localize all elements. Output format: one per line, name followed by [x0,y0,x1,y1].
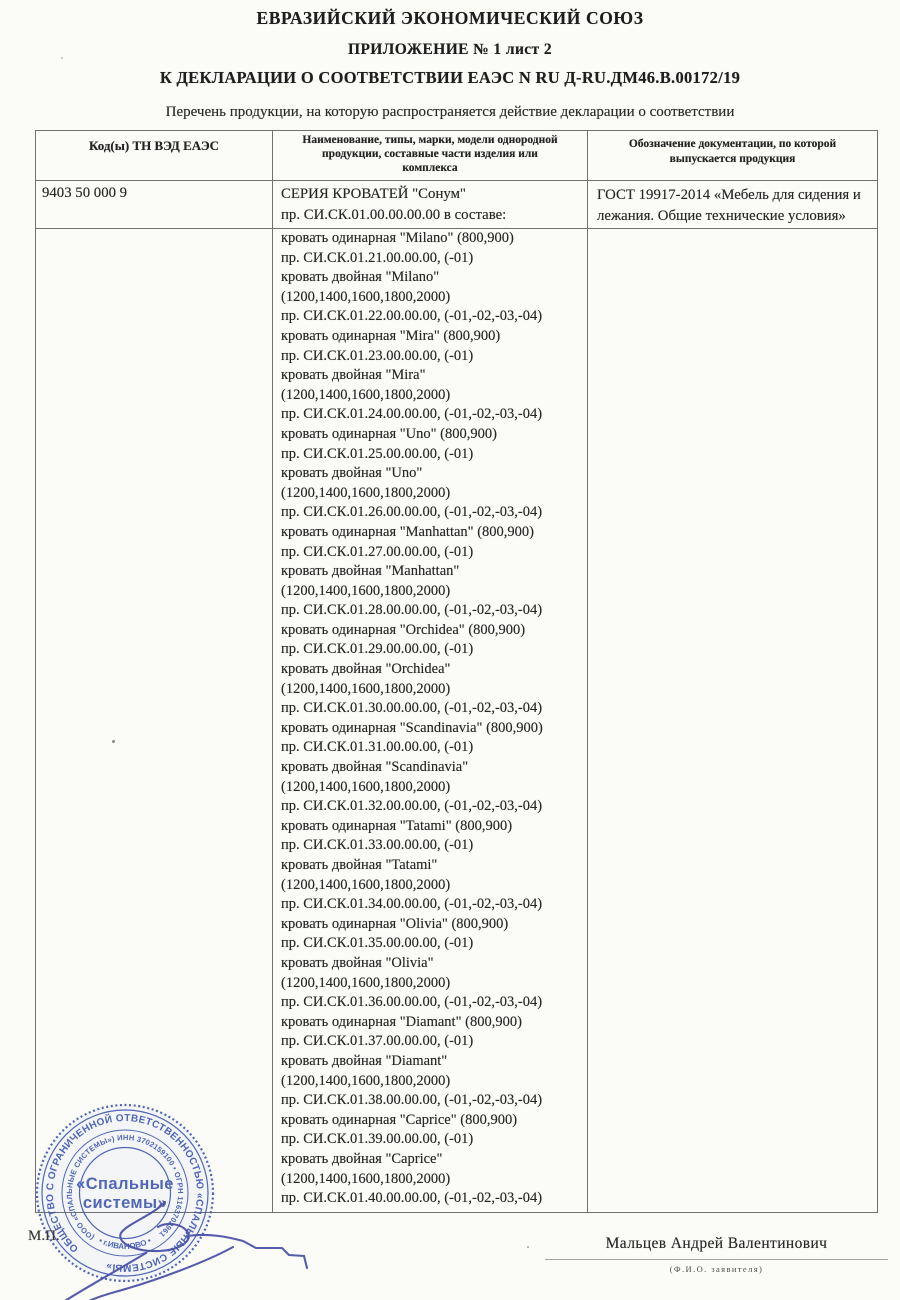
company-round-stamp [30,1098,220,1288]
column-header-code [36,138,272,154]
list-item: пр. СИ.СК.01.21.00.00.00, (-01) [281,249,474,266]
list-item: пр. СИ.СК.01.34.00.00.00, (-01,-02,-03,-04) [281,896,543,913]
stamp-city-text: • г.ИВАНОВО • [97,1235,153,1252]
list-item: продукции, составные части изделия или [322,147,538,160]
stamp-center-line1: «Спальные [76,1175,174,1193]
list-item: пр. СИ.СК.01.35.00.00.00, (-01) [281,935,474,952]
signature-rule-line [545,1259,888,1260]
list-item: (1200,1400,1600,1800,2000) [281,1170,451,1187]
list-item: кровать двойная "Manhattan" [281,563,460,580]
scan-speck [61,57,63,59]
list-item: (1200,1400,1600,1800,2000) [281,680,451,697]
list-item: кровать двойная "Caprice" [281,1150,443,1167]
list-item: кровать двойная "Scandinavia" [281,759,469,776]
stamp-center-line2: системы» [82,1194,168,1212]
column-header-product [273,134,587,175]
list-item: (1200,1400,1600,1800,2000) [281,582,451,599]
list-item: (1200,1400,1600,1800,2000) [281,386,451,403]
list-item: кровать двойная "Orchidea" [281,661,451,678]
list-item: кровать одинарная "Uno" (800,900) [281,425,497,442]
list-item: кровать двойная "Uno" [281,465,423,482]
list-item: (1200,1400,1600,1800,2000) [281,778,451,795]
list-item: кровать одинарная "Mira" (800,900) [281,327,501,344]
stamp-place-label: М.П. [28,1228,60,1244]
list-item: кровать одинарная "Manhattan" (800,900) [281,523,534,540]
list-item: кровать одинарная "Orchidea" (800,900) [281,621,526,638]
list-item: (1200,1400,1600,1800,2000) [281,974,451,991]
list-item: кровать одинарная "Caprice" (800,900) [281,1111,518,1128]
table-column-divider-2 [587,130,588,1212]
list-item: пр. СИ.СК.01.24.00.00.00, (-01,-02,-03,-04) [281,406,543,423]
list-item: ГОСТ 19917-2014 «Мебель для сидения и [597,187,861,203]
list-item: кровать двойная "Olivia" [281,954,434,971]
bed-models-list [281,229,543,1209]
declaration-number-title: К ДЕКЛАРАЦИИ О СООТВЕТСТВИИ ЕАЭС N RU Д-RU.ДМ46.В.00172/19 [159,68,741,87]
list-item: пр. СИ.СК.01.40.00.00.00, (-01,-02,-03,-04) [281,1190,543,1207]
list-item: Наименование, типы, марки, модели однородной [302,134,558,146]
scan-speck [527,1246,529,1248]
list-item: выпускается продукция [669,153,796,165]
list-item: кровать двойная "Diamant" [281,1052,448,1069]
list-item: кровать одинарная "Scandinavia" (800,900) [281,719,543,736]
list-item: пр. СИ.СК.01.32.00.00.00, (-01,-02,-03,-04) [281,798,543,815]
list-item: пр. СИ.СК.01.27.00.00.00, (-01) [281,543,474,560]
list-item: лежания. Общие технические условия» [597,207,846,224]
list-item: пр. СИ.СК.01.25.00.00.00, (-01) [281,445,474,462]
product-list-caption: Перечень продукции, на которую распространяется действие декларации о соответствии [165,104,735,120]
list-item: кровать двойная "Tatami" [281,857,438,873]
list-item: кровать одинарная "Diamant" (800,900) [281,1013,522,1030]
list-item: кровать одинарная "Olivia" (800,900) [281,915,509,932]
series-name-cell [281,184,506,226]
list-item: Обозначение документации, по которой [628,138,837,150]
scan-speck [112,740,115,743]
list-item: (1200,1400,1600,1800,2000) [281,1072,451,1089]
list-item: пр. СИ.СК.01.36.00.00.00, (-01,-02,-03,-04) [281,994,543,1011]
column-header-documentation [588,137,877,167]
appendix-title: ПРИЛОЖЕНИЕ № 1 лист 2 [347,41,552,58]
list-item: пр. СИ.СК.01.28.00.00.00, (-01,-02,-03,-04) [281,602,543,619]
tnved-code-cell: 9403 50 000 9 [42,185,128,201]
list-item: пр. СИ.СК.01.30.00.00.00, (-01,-02,-03,-04) [281,700,543,717]
list-item: пр. СИ.СК.01.37.00.00.00, (-01) [281,1033,474,1050]
stamp-outer-dotted-ring [37,1105,213,1281]
list-item: пр. СИ.СК.01.00.00.00.00 в составе: [281,206,507,223]
union-title: ЕВРАЗИЙСКИЙ ЭКОНОМИЧЕСКИЙ СОЮЗ [256,8,644,28]
list-item: пр. СИ.СК.01.33.00.00.00, (-01) [281,837,474,854]
list-item: кровать двойная "Milano" [281,269,440,286]
list-item: пр. СИ.СК.01.26.00.00.00, (-01,-02,-03,-04) [281,504,543,521]
stamp-outer-ring-text: ОБЩЕСТВО С ОГРАНИЧЕННОЙ ОТВЕТСТВЕННОСТЬЮ «СПАЛЬНЫЕ СИСТЕМЫ» [44,1112,206,1274]
stamp-inner-ring-text: (ООО «СПАЛЬНЫЕ СИСТЕМЫ») ИНН 3702159100 • ОГРН 1163702961 [64,1132,186,1243]
list-item: пр. СИ.СК.01.39.00.00.00, (-01) [281,1131,474,1148]
list-item: комплекса [402,161,458,174]
table-header-divider [35,180,877,181]
list-item: кровать одинарная "Milano" (800,900) [281,230,514,246]
applicant-caption: (Ф.И.О. заявителя) [669,1264,764,1274]
list-item: Код(ы) ТН ВЭД ЕАЭС [88,138,220,153]
list-item: пр. СИ.СК.01.31.00.00.00, (-01) [281,739,474,756]
table-column-divider-1 [272,130,273,1212]
list-item: (1200,1400,1600,1800,2000) [281,484,451,501]
list-item: пр. СИ.СК.01.22.00.00.00, (-01,-02,-03,-04) [281,308,543,325]
list-item: пр. СИ.СК.01.38.00.00.00, (-01,-02,-03,-04) [281,1092,543,1109]
list-item: кровать двойная "Mira" [281,367,426,384]
list-item: СЕРИЯ КРОВАТЕЙ "Сонум" [281,186,466,202]
list-item: (1200,1400,1600,1800,2000) [281,288,451,305]
gost-document-cell [597,185,861,226]
list-item: кровать одинарная "Tatami" (800,900) [281,817,513,834]
list-item: пр. СИ.СК.01.23.00.00.00, (-01) [281,347,474,364]
list-item: (1200,1400,1600,1800,2000) [281,876,451,893]
list-item: пр. СИ.СК.01.29.00.00.00, (-01) [281,641,474,658]
applicant-name: Мальцев Андрей Валентинович [605,1235,828,1252]
